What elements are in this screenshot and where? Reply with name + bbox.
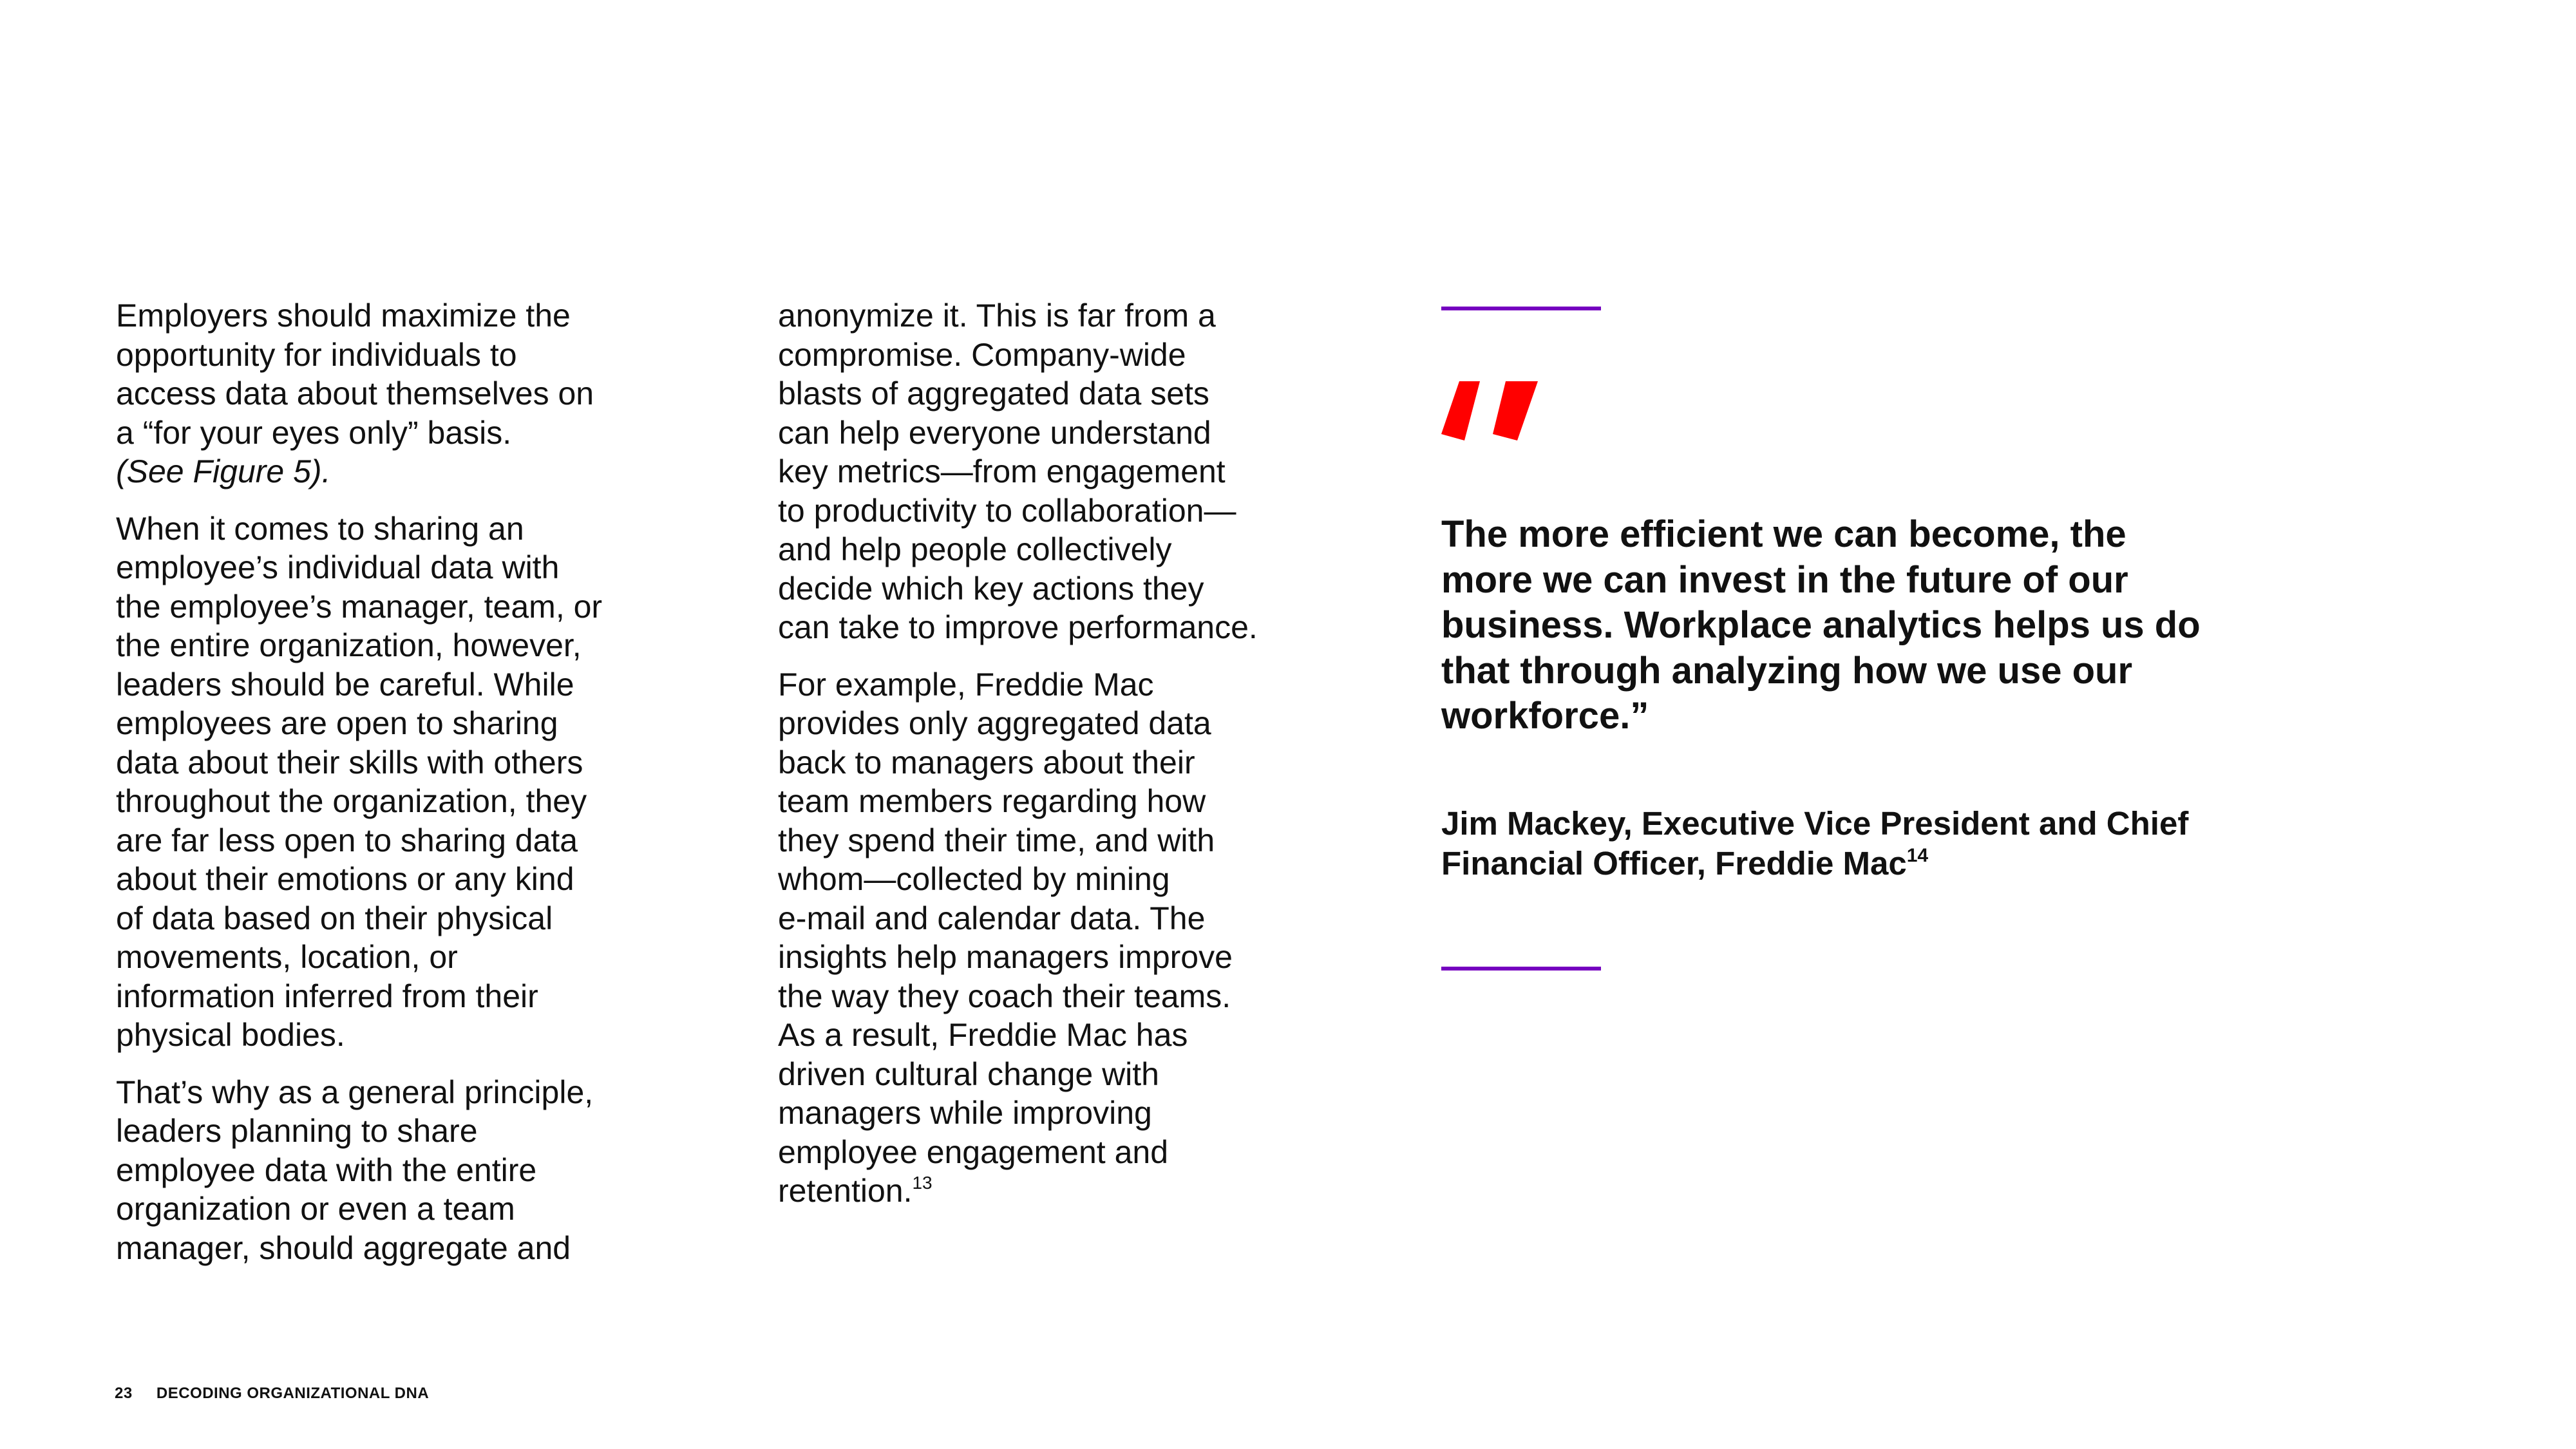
paragraph-text: Employers should maximize the opportunity for individuals to access data about themselves on a “for your eyes only” basis. xyxy=(116,298,594,451)
quote-top-rule xyxy=(1441,307,1601,310)
quote-bottom-rule xyxy=(1441,967,1601,971)
quote-mark-left-stroke xyxy=(1441,381,1480,440)
quote-mark-icon xyxy=(1441,381,1538,440)
attribution-text: Jim Mackey, Executive Vice President and Chief Financial Officer, Freddie Mac xyxy=(1441,805,2189,882)
paragraph xyxy=(116,296,650,491)
body-column-left xyxy=(116,296,650,1285)
paragraph: anonymize it. This is far from a compromise. Company-wide blasts of aggregated data sets can help everyone understand key metrics—from engagement to productivity to collaboration— and help people collectively decide which key actions they can take to improve performance. xyxy=(778,298,1258,645)
page-footer xyxy=(115,1385,429,1403)
figure-reference: (See Figure 5). xyxy=(116,453,331,489)
pull-quote-text: The more efficient we can become, the more we can invest in the future of our business. Workplace analytics helps us do that through analyzing how we use our workforce.” xyxy=(1441,513,2201,737)
paragraph-text: For example, Freddie Mac provides only aggregated data back to managers about their team members regarding how they spend their time, and with whom—collected by mining e-mail and calendar data. The insights help managers improve the way they coach their teams. As a result, Freddie Mac has driven cultural change with managers while improving employee engagement and retention. xyxy=(778,666,1233,1209)
paragraph: When it comes to sharing an employee’s individual data with the employee’s manager, team, or the entire organization, however, leaders should be careful. While employees are open to sharing data about their skills with others throughout the organization, they are far less open to sharing data about their emotions or any kind of data based on their physical movements, location, or information inferred from their physical bodies. xyxy=(116,510,603,1053)
paragraph xyxy=(778,665,1332,1211)
paragraph: That’s why as a general principle, leaders planning to share employee data with the entire organization or even a team manager, should aggregate and xyxy=(116,1074,594,1266)
footnote-marker[interactable]: 14 xyxy=(1906,845,1929,866)
body-column-middle xyxy=(778,296,1332,1229)
document-title: DECODING ORGANIZATIONAL DNA xyxy=(156,1385,430,1402)
pull-quote-attribution xyxy=(1441,804,2214,884)
footnote-marker[interactable]: 13 xyxy=(912,1173,933,1193)
page-number: 23 xyxy=(115,1385,133,1402)
quote-mark-right-stroke xyxy=(1493,381,1538,440)
